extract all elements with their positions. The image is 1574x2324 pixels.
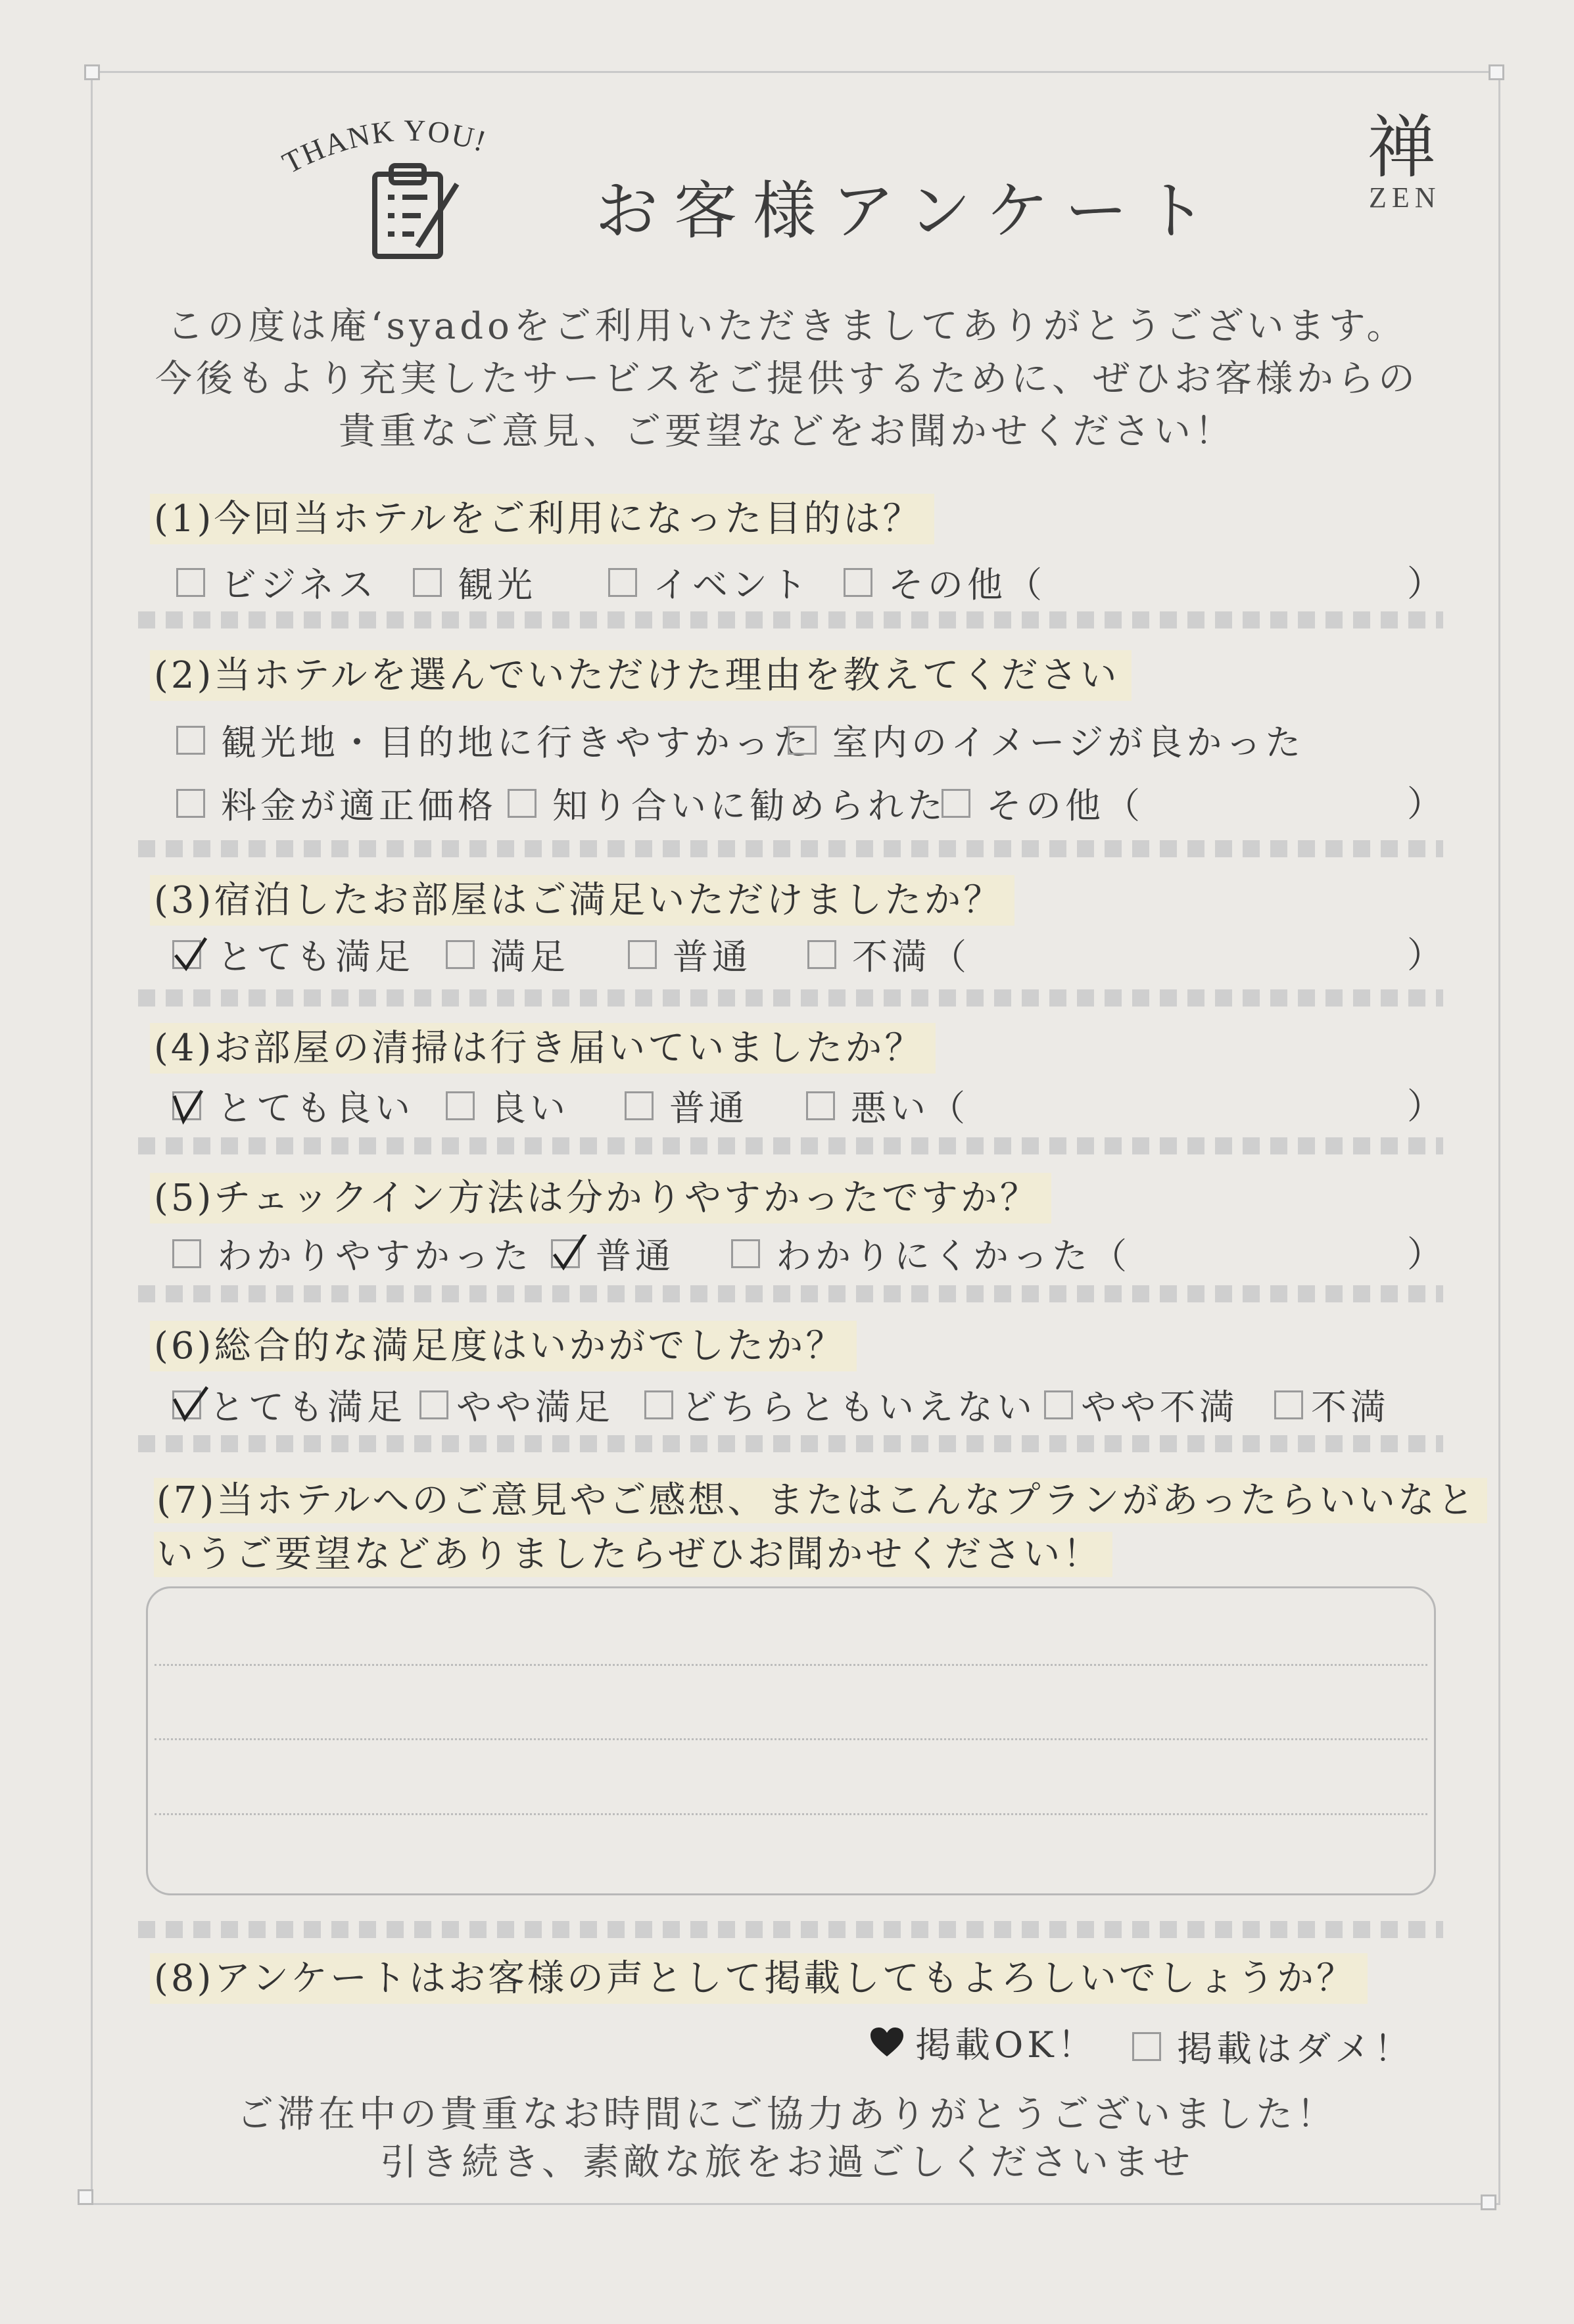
frame-corner <box>1481 2194 1496 2210</box>
checkbox-checked[interactable] <box>172 1091 201 1120</box>
zen-logo-kanji: 禅 <box>1368 107 1437 187</box>
q3-option-satisfied[interactable]: 満足 <box>446 929 569 980</box>
question-4: (4)お部屋の清掃は行き届いていましたか？ <box>150 1019 936 1072</box>
intro-line: この度は庵‘syadoをご利用いただきましてありがとうございます。 <box>166 305 1408 348</box>
q6-option-very-satisfied[interactable]: とても満足 <box>172 1379 406 1430</box>
q4-option-good[interactable]: 良い <box>446 1080 569 1131</box>
divider <box>138 611 1443 628</box>
divider <box>138 1285 1443 1302</box>
question-6: (6)総合的な満足度はいかがでしたか？ <box>150 1317 857 1369</box>
q6-option-dissatisfied[interactable]: 不満 <box>1274 1379 1390 1430</box>
q8-option-publish-ok[interactable]: 掲載OK！ <box>869 2017 1097 2068</box>
q6-option-somewhat-dissatisfied[interactable]: やや不満 <box>1044 1379 1239 1430</box>
svg-text:THANK YOU! <box>277 113 491 179</box>
question-2: (2)当ホテルを選んでいただけた理由を教えてください <box>150 646 1132 699</box>
checkmark-icon <box>550 1235 587 1274</box>
page-title: お客様アンケート <box>595 174 1223 248</box>
checkbox[interactable] <box>508 789 537 818</box>
checkbox[interactable] <box>176 568 205 597</box>
checkbox[interactable] <box>1132 2032 1161 2061</box>
checkbox-checked[interactable] <box>551 1239 580 1268</box>
checkmark-icon <box>172 1386 208 1425</box>
frame-corner <box>1489 64 1504 80</box>
divider <box>138 840 1443 857</box>
q4-option-average[interactable]: 普通 <box>625 1080 748 1131</box>
checkbox[interactable] <box>788 726 817 755</box>
heart-check-icon[interactable] <box>869 2026 905 2059</box>
question-1: (1)今回当ホテルをご利用になった目的は？ <box>150 490 934 542</box>
intro-line: 貴重なご意見、ご要望などをお聞かせください！ <box>339 410 1235 453</box>
writing-line <box>155 1813 1427 1815</box>
divider <box>138 1435 1443 1452</box>
divider <box>138 1137 1443 1154</box>
checkbox[interactable] <box>942 789 970 818</box>
writing-line <box>155 1738 1427 1740</box>
checkbox[interactable] <box>625 1091 654 1120</box>
checkbox[interactable] <box>419 1390 448 1419</box>
checkbox[interactable] <box>844 568 872 597</box>
checkbox[interactable] <box>1044 1390 1073 1419</box>
checkbox[interactable] <box>1274 1390 1303 1419</box>
question-5: (5)チェックイン方法は分かりやすかったですか？ <box>150 1169 1051 1221</box>
q5-option-easy[interactable]: わかりやすかった <box>172 1228 533 1279</box>
writing-line <box>155 1664 1427 1666</box>
q4-option-very-good[interactable]: とても良い <box>172 1080 414 1131</box>
checkbox[interactable] <box>413 568 442 597</box>
q5-option-average[interactable]: 普通 <box>551 1228 675 1279</box>
question-7: (7)当ホテルへのご意見やご感想、またはこんなプランがあったらいいなと いうご要望などありましたらぜひお聞かせください！ <box>154 1474 1403 1582</box>
divider <box>138 989 1443 1007</box>
frame-corner <box>84 64 100 80</box>
clipboard-icon <box>375 166 457 256</box>
q5-option-hard[interactable]: わかりにくかった（ <box>731 1228 1131 1279</box>
q6-option-neutral[interactable]: どちらともいえない <box>644 1379 1036 1430</box>
checkbox[interactable] <box>176 789 205 818</box>
q3-option-dissatisfied[interactable]: 不満（ <box>807 929 970 980</box>
q1-close-paren: ） <box>1407 563 1443 604</box>
intro-line: 今後もより充実したサービスをご提供するために、ぜひお客様からの <box>155 358 1419 400</box>
q2-option-recommended[interactable]: 知り合いに勧められた <box>508 778 947 828</box>
checkbox[interactable] <box>608 568 637 597</box>
checkmark-icon <box>172 1087 208 1126</box>
checkbox[interactable] <box>628 940 657 969</box>
q2-option-room-image[interactable]: 室内のイメージが良かった <box>788 715 1304 765</box>
divider <box>138 1921 1443 1938</box>
footer-line: ご滞在中の貴重なお時間にご協力ありがとうございました！ <box>237 2093 1337 2136</box>
thank-you-text: THANK YOU! <box>277 113 491 180</box>
zen-logo-text: ZEN <box>1369 181 1441 214</box>
checkbox-checked[interactable] <box>172 940 201 969</box>
thank-you-clipboard-logo <box>276 112 552 263</box>
question-3: (3)宿泊したお部屋はご満足いただけましたか？ <box>150 871 1014 924</box>
q6-option-somewhat-satisfied[interactable]: やや満足 <box>419 1379 614 1430</box>
checkbox[interactable] <box>731 1239 760 1268</box>
frame-corner <box>78 2189 93 2205</box>
footer-line: 引き続き、素敵な旅をお過ごしくださいませ <box>380 2141 1194 2184</box>
q5-close-paren: ） <box>1407 1233 1443 1275</box>
q4-option-bad[interactable]: 悪い（ <box>806 1080 969 1131</box>
checkbox[interactable] <box>807 940 836 969</box>
checkbox-checked[interactable] <box>172 1390 201 1419</box>
q2-close-paren: ） <box>1407 783 1443 824</box>
checkbox[interactable] <box>446 940 475 969</box>
checkbox[interactable] <box>176 726 205 755</box>
question-8: (8)アンケートはお客様の声として掲載してもよろしいでしょうか？ <box>150 1949 1368 2002</box>
q3-option-very-satisfied[interactable]: とても満足 <box>172 929 414 980</box>
q8-option-publish-no[interactable]: 掲載はダメ！ <box>1132 2021 1414 2072</box>
q1-option-event[interactable]: イベント <box>608 557 811 607</box>
checkbox[interactable] <box>806 1091 835 1120</box>
q1-option-business[interactable]: ビジネス <box>176 557 377 607</box>
checkbox[interactable] <box>446 1091 475 1120</box>
feedback-textarea[interactable] <box>146 1586 1436 1895</box>
q1-option-sightseeing[interactable]: 観光 <box>413 557 537 607</box>
checkbox[interactable] <box>172 1239 201 1268</box>
q2-option-other[interactable]: その他（ <box>942 778 1144 828</box>
checkbox[interactable] <box>644 1390 673 1419</box>
q1-option-other[interactable]: その他（ <box>844 557 1046 607</box>
q3-option-average[interactable]: 普通 <box>628 929 751 980</box>
q3-close-paren: ） <box>1407 934 1443 976</box>
q2-option-price[interactable]: 料金が適正価格 <box>176 778 497 828</box>
q2-option-access[interactable]: 観光地・目的地に行きやすかった <box>176 715 813 765</box>
q4-close-paren: ） <box>1407 1085 1443 1127</box>
checkmark-icon <box>172 936 208 975</box>
